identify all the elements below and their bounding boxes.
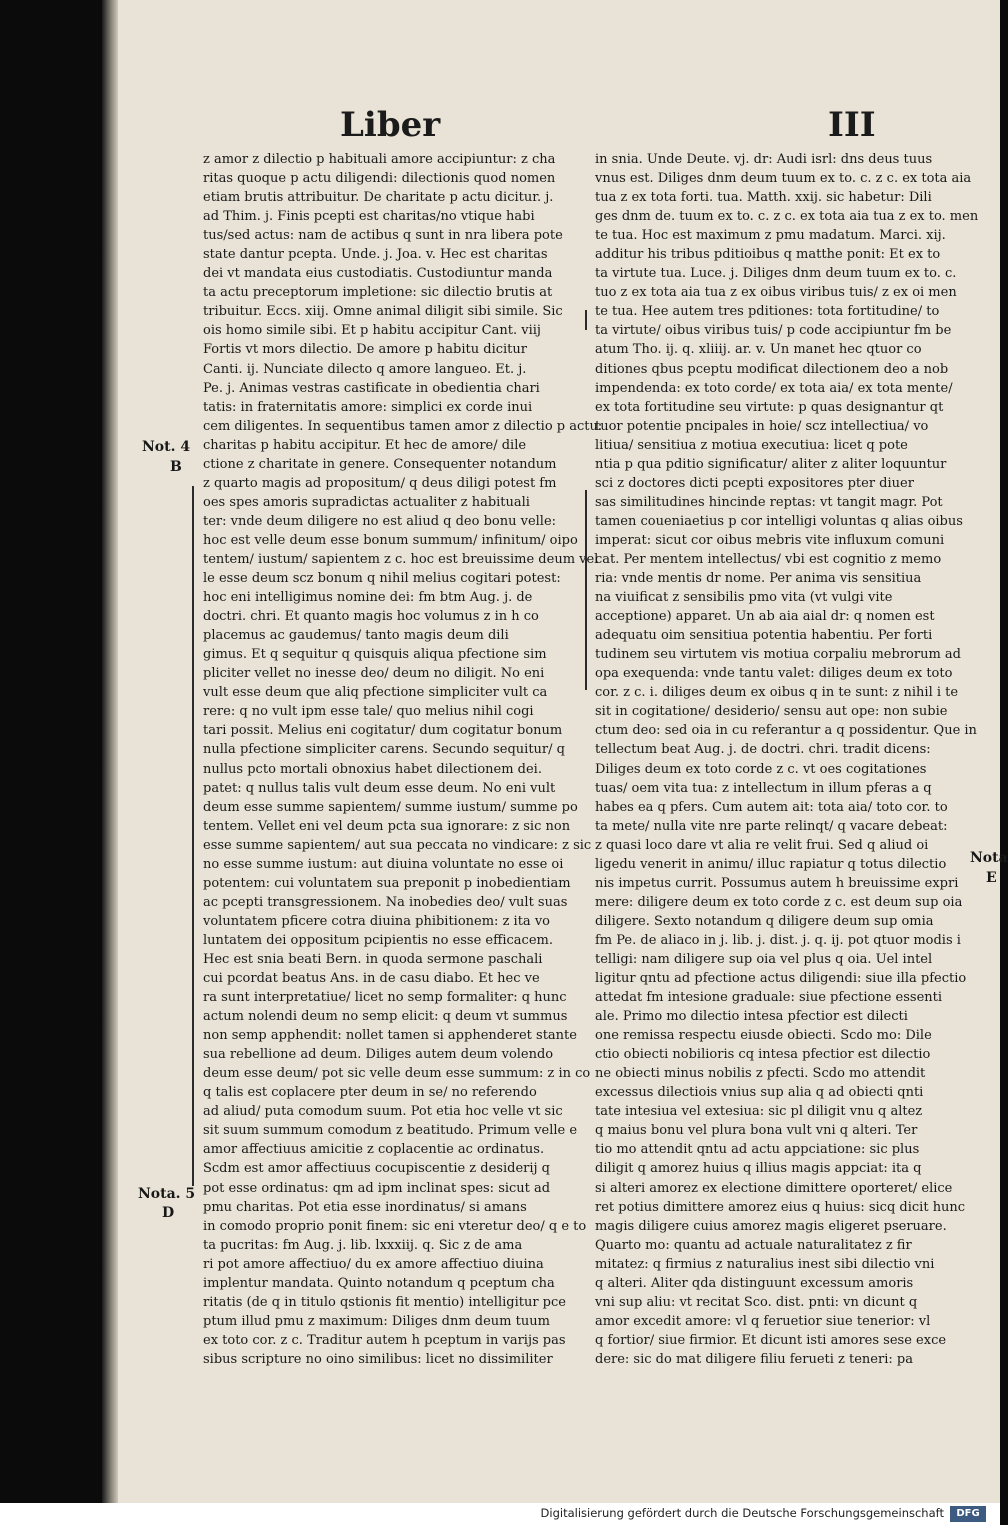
text-line: impendenda: ex toto corde/ ex tota aia/ ex tota mente/ [595, 380, 953, 396]
text-line: ra sunt interpretatiue/ licet no semp formaliter: q hunc [203, 990, 567, 1006]
text-line: charitas p habitu accipitur. Et hec de amore/ dile [203, 437, 527, 453]
text-line: vnus est. Diliges dnm deum tuum ex to. c. z c. ex tota aia [595, 171, 972, 187]
text-line: Canti. ij. Nunciate dilecto q amore langueo. Et. j. [203, 361, 527, 377]
text-line: ois homo simile sibi. Et p habitu accipitur Cant. viij [203, 323, 541, 339]
text-line: ctione z charitate in genere. Consequenter notandum [203, 456, 557, 472]
text-line: tuo z ex tota aia tua z ex oibus viribus tuis/ z ex oi men [595, 285, 957, 301]
scan-edge [102, 0, 118, 1503]
text-line: telligi: nam diligere sup oia vel plus q oia. Uel intel [595, 951, 933, 967]
text-line: diligere. Sexto notandum q diligere deum sup omia [595, 913, 934, 929]
text-line: sibus scripture no oino similibus: licet no dissimiliter [203, 1351, 553, 1367]
text-line: luntatem dei oppositum pcipientis no esse efficacem. [203, 932, 553, 948]
text-line: actum nolendi deum no semp elicit: q deum vt summus [203, 1009, 568, 1025]
text-line: voluntatem pficere cotra diuina phibitionem: z ita vo [203, 913, 550, 929]
text-line: ac pcepti transgressionem. Na inobedies deo/ vult suas [203, 894, 568, 910]
text-line: cor. z c. i. diliges deum ex oibus q in te sunt: z nihil i te [595, 685, 959, 701]
text-line: implentur mandata. Quinto notandum q pceptum cha [203, 1275, 555, 1291]
text-line: tentem. Vellet eni vel deum pcta sua ignorare: z sic non [203, 818, 571, 834]
text-line: tuas/ oem vita tua: z intellectum in illum pferas a q [595, 780, 932, 796]
text-line: amor affectiuus amicitie z coplacentie ac ordinatus. [203, 1142, 545, 1158]
text-line: pot esse ordinatus: qm ad ipm inclinat spes: sicut ad [203, 1180, 551, 1196]
text-line: ri pot amore affectiuo/ du ex amore affectiuo diuina [203, 1256, 544, 1272]
text-line: cui pcordat beatus Ans. in de casu diabo. Et hec ve [203, 971, 540, 987]
text-line: no esse summe iustum: aut diuina voluntate no esse oi [203, 856, 564, 872]
text-line: ale. Primo mo dilectio intesa pfectior est dilecti [595, 1009, 908, 1025]
text-line: q fortior/ siue firmior. Et dicunt isti amores sese exce [595, 1332, 947, 1348]
handwritten-bracket [192, 486, 194, 1186]
text-line: patet: q nullus talis vult deum esse deum. No eni vult [203, 780, 556, 796]
text-line: tio mo attendit qntu ad actu appciatione: sic plus [595, 1142, 920, 1158]
text-line: na viuificat z sensibilis pmo vita (vt vulgi vite [595, 590, 893, 606]
text-line: tuor potentie pncipales in hoie/ scz intellectiua/ vo [595, 418, 929, 434]
text-line: tellectum beat Aug. j. de doctri. chri. tradit dicens: [595, 742, 931, 758]
text-line: ter: vnde deum diligere no est aliud q deo bonu velle: [203, 513, 557, 529]
text-line: additur his tribus pditioibus q matthe ponit: Et ex to [595, 247, 941, 263]
text-line: potentem: cui voluntatem sua preponit p inobedientiam [203, 875, 571, 891]
text-line: deum esse deum/ pot sic velle deum esse summum: z in co [203, 1066, 591, 1082]
text-line: q talis est coplacere pter deum in se/ no referendo [203, 1085, 537, 1101]
text-line: ritas quoque p actu diligendi: dilectionis quod nomen [203, 171, 556, 187]
text-line: placemus ac gaudemus/ tanto magis deum dili [203, 628, 509, 644]
text-line: dere: sic do mat diligere filiu ferueti z teneri: pa [595, 1351, 913, 1367]
text-line: Fortis vt mors dilectio. De amore p habitu dicitur [203, 342, 527, 358]
page-header [118, 105, 1000, 155]
text-line: ta actu preceptorum impletione: sic dilectio brutis at [203, 285, 553, 301]
text-line: hoc est velle deum esse bonum summum/ infinitum/ oipo [203, 532, 578, 548]
text-line: non semp apphendit: nollet tamen si apphenderet stante [203, 1028, 577, 1044]
text-line: rere: q no vult ipm esse tale/ quo melius nihil cogi [203, 704, 534, 720]
text-line: habes ea q pfers. Cum autem ait: tota aia/ toto cor. to [595, 799, 948, 815]
text-line: cem diligentes. In sequentibus tamen amor z dilectio p actu: [203, 418, 603, 434]
text-line: z quasi loco dare vt alia re velit frui. Sed q aliud oi [595, 837, 929, 853]
handwritten-bracket [585, 490, 587, 690]
text-line: ta virtute/ oibus viribus tuis/ p code accipiuntur fm be [595, 323, 952, 339]
text-line: Diliges deum ex toto corde z c. vt oes cogitationes [595, 761, 927, 777]
text-line: ne obiecti minus nobilis z pfecti. Scdo mo attendit [595, 1066, 926, 1082]
text-line: te tua. Hee autem tres pditiones: tota fortitudine/ to [595, 304, 940, 320]
text-line: ex tota fortitudine seu virtute: p quas designantur qt [595, 399, 944, 415]
text-line: Scdm est amor affectiuus cocupiscentie z desiderij q [203, 1161, 550, 1177]
text-line: adequatu oim sensitiua potentia habentiu. Per forti [595, 628, 933, 644]
book-number: III [828, 105, 876, 145]
text-line: deum esse summe sapientem/ summe iustum/ summe po [203, 799, 578, 815]
text-line: Pe. j. Animas vestras castificate in obedientia chari [203, 380, 540, 396]
text-line: nulla pfectione simpliciter carens. Secundo sequitur/ q [203, 742, 565, 758]
text-line: magis diligere cuius amorez magis eligeret pseruare. [595, 1218, 947, 1234]
text-line: ret potius dimittere amorez eius q huius: sicq dicit hunc [595, 1199, 966, 1215]
text-line: oes spes amoris supradictas actualiter z habituali [203, 494, 530, 510]
dfg-logo: DFG [950, 1506, 986, 1522]
text-line: q alteri. Aliter qda distinguunt excessum amoris [595, 1275, 914, 1291]
text-line: ptum illud pmu z maximum: Diliges dnm deum tuum [203, 1313, 550, 1329]
text-line: pmu charitas. Pot etia esse inordinatus/ si amans [203, 1199, 527, 1215]
text-line: te tua. Hoc est maximum z pmu madatum. Marci. xij. [595, 228, 946, 244]
text-line: fm Pe. de aliaco in j. lib. j. dist. j. q. ij. pot qtuor modis i [595, 932, 961, 948]
text-line: tate intesiua vel extesiua: sic pl diligit vnu q altez [595, 1104, 923, 1120]
text-line: ex toto cor. z c. Traditur autem h pceptum in varijs pas [203, 1332, 566, 1348]
text-line: in comodo proprio ponit finem: sic eni vteretur deo/ q e to [203, 1218, 587, 1234]
text-line: atum Tho. ij. q. xliiij. ar. v. Un manet hec qtuor co [595, 342, 922, 358]
book-page [118, 0, 1008, 1503]
text-line: ctio obiecti nobilioris cq intesa pfectior est dilectio [595, 1047, 931, 1063]
text-line: tudinem seu virtutem vis motiua corpaliu mebrorum ad [595, 647, 961, 663]
running-title: Liber [340, 105, 441, 145]
text-line: tatis: in fraternitatis amore: simplici ex corde inui [203, 399, 533, 415]
text-line: gimus. Et q sequitur q quisquis aliqua pfectione sim [203, 647, 547, 663]
text-line: ligitur qntu ad pfectione actus diligendi: siue illa pfectio [595, 971, 967, 987]
text-line: sas similitudines hincinde reptas: vt tangit magr. Pot [595, 494, 943, 510]
margin-note-nota-4: Not. 4 [142, 439, 191, 455]
text-line: ria: vnde mentis dr nome. Per anima vis sensitiua [595, 571, 922, 587]
handwritten-mark [585, 310, 587, 330]
text-line: sci z doctores dicti pcepti expositores pter diuer [595, 475, 914, 491]
digitization-credit: Digitalisierung gefördert durch die Deutsche Forschungsgemeinschaft [540, 1506, 944, 1520]
text-line: litiua/ sensitiua z motiua executiua: licet q pote [595, 437, 908, 453]
text-line: mitatez: q firmius z naturalius inest sibi dilectio vni [595, 1256, 935, 1272]
text-line: ta virtute tua. Luce. j. Diliges dnm deum tuum ex to. c. [595, 266, 957, 282]
right-text-column [595, 150, 979, 1369]
text-line: ta pucritas: fm Aug. j. lib. lxxxiij. q. Sic z de ama [203, 1237, 523, 1253]
text-line: tamen coueniaetius p cor intelligi voluntas q alias oibus [595, 513, 963, 529]
text-line: z amor z dilectio p habituali amore accipiuntur: z cha [203, 152, 556, 167]
text-line: Quarto mo: quantu ad actuale naturalitatez z fir [595, 1237, 912, 1253]
text-line: amor excedit amore: vl q feruetior siue tenerior: vl [595, 1313, 931, 1329]
text-line: state dantur pcepta. Unde. j. Joa. v. Hec est charitas [203, 247, 548, 263]
margin-note-nota-5: Nota. 5 [138, 1186, 196, 1202]
text-line: attedat fm intesione graduale: siue pfectione essenti [595, 990, 943, 1006]
text-line: tus/sed actus: nam de actibus q sunt in nra libera pote [203, 228, 563, 244]
text-line: z quarto magis ad propositum/ q deus diligi potest fm [203, 475, 557, 491]
text-line: tua z ex tota forti. tua. Matth. xxij. sic habetur: Dili [595, 190, 932, 206]
text-line: opa exequenda: vnde tantu valet: diliges deum ex toto [595, 666, 953, 682]
text-line: doctri. chri. Et quanto magis hoc volumus z in h co [203, 609, 539, 625]
text-line: ligedu venerit in animu/ illuc rapiatur q totus dilectio [595, 856, 947, 872]
text-line: ta mete/ nulla vite nre parte relinqt/ q vacare debeat: [595, 818, 948, 834]
text-line: si alteri amorez ex electione dimittere oporteret/ elice [595, 1180, 953, 1196]
text-line: sit in cogitatione/ desiderio/ sensu aut ope: non subie [595, 704, 948, 720]
text-line: ges dnm de. tuum ex to. c. z c. ex tota aia tua z ex to. men [595, 209, 979, 225]
text-line: nullus pcto mortali obnoxius habet dilectionem dei. [203, 761, 542, 777]
text-line: vni sup aliu: vt recitat Sco. dist. pnti: vn dicunt q [595, 1294, 918, 1310]
text-line: cat. Per mentem intellectus/ vbi est cognitio z memo [595, 551, 942, 567]
right-margin-note-e: E [986, 870, 997, 886]
footer-bar [0, 1503, 1000, 1525]
text-line: ad Thim. j. Finis pcepti est charitas/no vtique habi [203, 209, 535, 225]
text-line: tentem/ iustum/ sapientem z c. hoc est breuissime deum vel [203, 551, 599, 567]
text-line: sit suum summum comodum z beatitudo. Primum velle e [203, 1123, 578, 1139]
text-line: diligit q amorez huius q illius magis appciat: ita q [595, 1161, 922, 1177]
text-line: excessus dilectiois vnius sup alia q ad obiecti qnti [595, 1085, 924, 1101]
text-line: in snia. Unde Deute. vj. dr: Audi isrl: dns deus tuus [595, 152, 933, 167]
text-line: ctum deo: sed oia in cu referantur a q possidentur. Que in [595, 723, 977, 739]
text-line: sua rebellione ad deum. Diliges autem deum volendo [203, 1047, 554, 1063]
text-line: ritatis (de q in titulo qstionis fit mentio) intelligitur pce [203, 1294, 566, 1310]
left-text-column [203, 150, 603, 1369]
text-line: ad aliud/ puta comodum suum. Pot etia hoc velle vt sic [203, 1104, 563, 1120]
text-line: tribuitur. Eccs. xiij. Omne animal diligit sibi simile. Sic [203, 304, 563, 320]
text-line: ditiones qbus pceptu modificat dilectionem deo a nob [595, 361, 949, 377]
text-line: le esse deum scz bonum q nihil melius cogitari potest: [203, 571, 561, 587]
margin-note-b: B [170, 459, 182, 475]
margin-note-d: D [162, 1205, 175, 1221]
text-line: etiam brutis attribuitur. De charitate p actu dicitur. j. [203, 190, 554, 206]
text-line: imperat: sicut cor oibus mebris vite influxum comuni [595, 532, 945, 548]
text-line: tari possit. Melius eni cogitatur/ dum cogitatur bonum [203, 723, 563, 739]
text-line: q maius bonu vel plura bona vult vni q alteri. Ter [595, 1123, 918, 1139]
text-line: hoc eni intelligimus nomine dei: fm btm Aug. j. de [203, 590, 533, 606]
text-line: esse summe sapientem/ aut sua peccata no vindicare: z sic [203, 837, 592, 853]
text-line: acceptione) apparet. Un ab aia aial dr: q nomen est [595, 609, 935, 625]
text-line: nis impetus currit. Possumus autem h breuissime expri [595, 875, 959, 891]
text-line: pliciter vellet no inesse deo/ deum no diligit. No eni [203, 666, 545, 682]
text-line: Hec est snia beati Bern. in quoda sermone paschali [203, 951, 543, 967]
text-line: one remissa respectu eiusde obiecti. Scdo mo: Dile [595, 1028, 932, 1044]
text-line: mere: diligere deum ex toto corde z c. est deum sup oia [595, 894, 963, 910]
right-margin-note-nota: Nota [970, 850, 1008, 866]
text-line: vult esse deum que aliq pfectione simpliciter vult ca [203, 685, 548, 701]
text-line: ntia p qua pditio significatur/ aliter z aliter loquuntur [595, 456, 947, 472]
text-line: dei vt mandata eius custodiatis. Custodiuntur manda [203, 266, 553, 282]
